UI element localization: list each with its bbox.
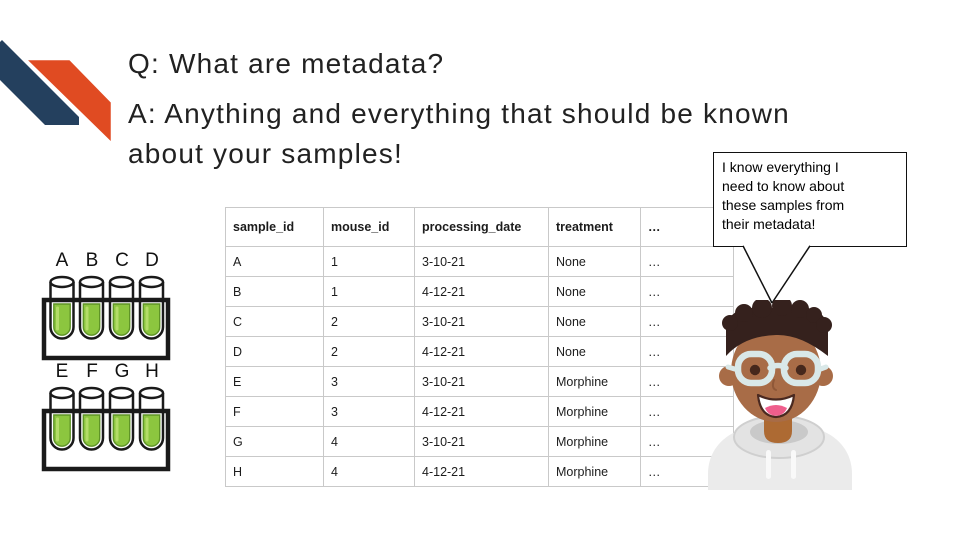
metadata-table — [225, 207, 734, 487]
col-header-sample-id: sample_id — [226, 208, 324, 247]
table-row — [226, 397, 734, 427]
cell-treatment: None — [549, 277, 641, 307]
col-header-processing-date: processing_date — [415, 208, 549, 247]
cell-sample-id: F — [226, 397, 324, 427]
test-tube-rack1-illustration — [40, 272, 172, 364]
cell-sample-id: B — [226, 277, 324, 307]
cell-treatment: None — [549, 337, 641, 367]
tube-label-h: H — [145, 361, 159, 382]
cell-mouse-id: 4 — [324, 457, 415, 487]
tube-label-e: E — [55, 361, 69, 382]
tube-label-b: B — [85, 250, 99, 271]
table-header-row — [226, 208, 734, 247]
slide-title-answer-line1: A: Anything and everything that should be known — [128, 98, 790, 129]
cell-mouse-id: 1 — [324, 277, 415, 307]
table-row — [226, 427, 734, 457]
cell-treatment: Morphine — [549, 397, 641, 427]
table-row — [226, 307, 734, 337]
cell-mouse-id: 3 — [324, 397, 415, 427]
cell-processing-date: 3-10-21 — [415, 367, 549, 397]
cell-ellipsis: … — [641, 397, 734, 427]
cell-processing-date: 3-10-21 — [415, 307, 549, 337]
cell-mouse-id: 2 — [324, 337, 415, 367]
tube-label-d: D — [145, 250, 159, 271]
cell-ellipsis: … — [641, 457, 734, 487]
cell-ellipsis: … — [641, 277, 734, 307]
rack1-labels — [40, 250, 172, 272]
corner-decoration — [0, 0, 120, 150]
cell-processing-date: 4-12-21 — [415, 457, 549, 487]
cell-sample-id: D — [226, 337, 324, 367]
speech-bubble-line: their metadata! — [722, 216, 816, 232]
slide-title-question: Q: What are metadata? — [128, 48, 445, 79]
cell-treatment: Morphine — [549, 427, 641, 457]
cell-processing-date: 3-10-21 — [415, 247, 549, 277]
cell-processing-date: 4-12-21 — [415, 397, 549, 427]
test-tube-rack2-illustration — [40, 383, 172, 475]
speech-bubble-line: these samples from — [722, 197, 845, 213]
cell-ellipsis: … — [641, 427, 734, 457]
col-header-treatment: treatment — [549, 208, 641, 247]
cell-mouse-id: 2 — [324, 307, 415, 337]
cell-ellipsis: … — [641, 247, 734, 277]
cell-ellipsis: … — [641, 307, 734, 337]
cell-mouse-id: 4 — [324, 427, 415, 457]
table-row — [226, 337, 734, 367]
table-row — [226, 247, 734, 277]
cell-treatment: Morphine — [549, 457, 641, 487]
cell-ellipsis: … — [641, 337, 734, 367]
tube-label-c: C — [115, 250, 129, 271]
col-header-ellipsis: … — [641, 208, 734, 247]
cell-mouse-id: 3 — [324, 367, 415, 397]
table-row — [226, 367, 734, 397]
cell-processing-date: 4-12-21 — [415, 277, 549, 307]
cell-sample-id: C — [226, 307, 324, 337]
cell-ellipsis: … — [641, 367, 734, 397]
tube-label-f: F — [86, 361, 98, 382]
avatar-illustration — [700, 300, 856, 490]
table-row — [226, 277, 734, 307]
col-header-mouse-id: mouse_id — [324, 208, 415, 247]
cell-processing-date: 3-10-21 — [415, 427, 549, 457]
cell-treatment: None — [549, 247, 641, 277]
speech-bubble-pointer — [735, 245, 819, 307]
cell-sample-id: H — [226, 457, 324, 487]
tube-label-g: G — [114, 361, 130, 382]
tube-label-a: A — [55, 250, 69, 271]
speech-bubble — [713, 152, 907, 247]
cell-processing-date: 4-12-21 — [415, 337, 549, 367]
cell-mouse-id: 1 — [324, 247, 415, 277]
rack2-labels — [40, 361, 172, 383]
speech-bubble-line: need to know about — [722, 178, 845, 194]
cell-treatment: None — [549, 307, 641, 337]
cell-sample-id: G — [226, 427, 324, 457]
cell-treatment: Morphine — [549, 367, 641, 397]
table-row — [226, 457, 734, 487]
cell-sample-id: E — [226, 367, 324, 397]
cell-sample-id: A — [226, 247, 324, 277]
speech-bubble-line: I know everything I — [722, 159, 839, 175]
slide-title-answer-line2: about your samples! — [128, 138, 403, 169]
